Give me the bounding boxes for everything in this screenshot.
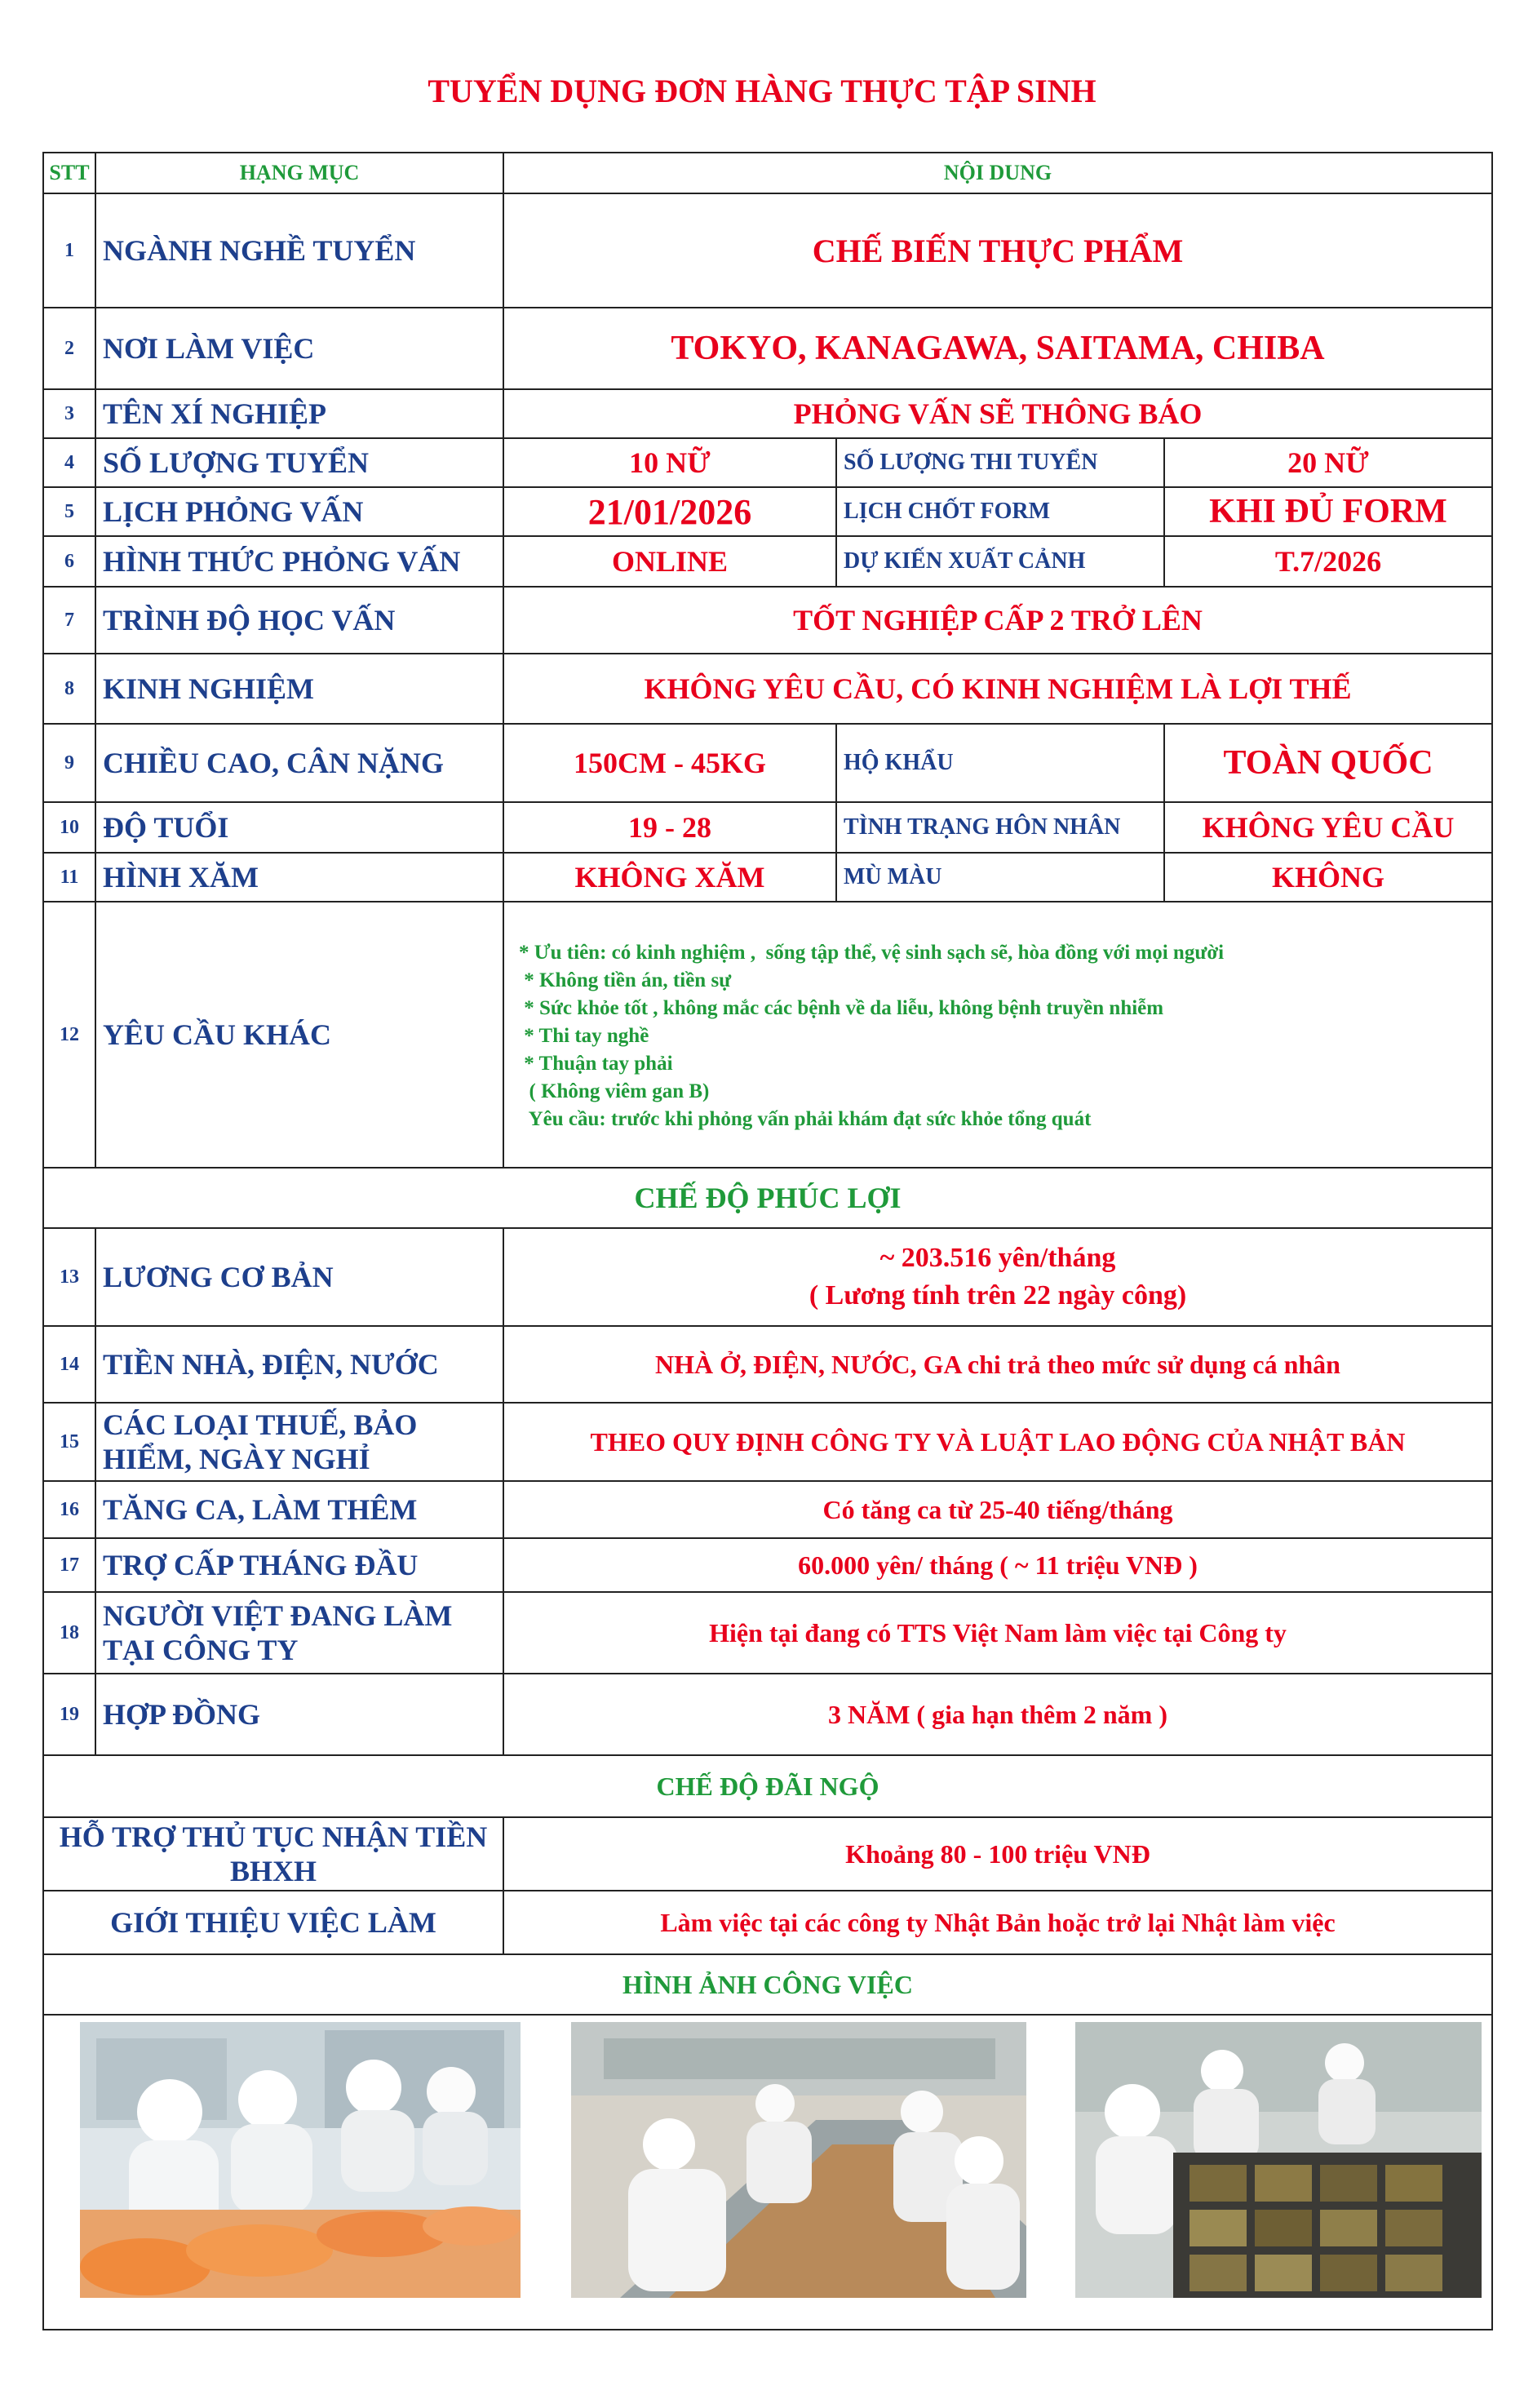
row-label-secondary: HỘ KHẨU <box>844 750 954 775</box>
row-label-line: NGƯỜI VIỆT ĐANG LÀM <box>103 1599 453 1632</box>
other-requirements-list <box>519 939 1482 1133</box>
requirement-line: Yêu cầu: trước khi phỏng vấn phải khám đạt sức khỏe tổng quát <box>519 1108 1092 1130</box>
row-number: 2 <box>64 337 74 359</box>
row-label: KINH NGHIỆM <box>103 672 315 705</box>
row-value-secondary: KHÔNG YÊU CẦU <box>1202 811 1455 844</box>
row-number: 3 <box>64 402 74 424</box>
row-label-secondary: LỊCH CHỐT FORM <box>844 499 1051 524</box>
row-label-secondary: SỐ LƯỢNG THI TUYỂN <box>844 450 1098 475</box>
requirement-line: * Sức khỏe tốt , không mắc các bệnh về da liễu, không bệnh truyền nhiễm <box>519 997 1164 1019</box>
row-label: TRÌNH ĐỘ HỌC VẤN <box>103 604 396 636</box>
row-number: 11 <box>60 866 79 888</box>
row-label: HỢP ĐỒNG <box>103 1698 261 1731</box>
row-number: 1 <box>64 239 74 261</box>
row-value: 3 NĂM ( gia hạn thêm 2 năm ) <box>828 1699 1167 1729</box>
row-value: CHẾ BIẾN THỰC PHẨM <box>812 232 1184 269</box>
requirement-line: * Ưu tiên: có kinh nghiệm , sống tập thể, vệ sinh sạch sẽ, hòa đồng với mọi người <box>519 942 1225 964</box>
section-welfare: CHẾ ĐỘ PHÚC LỢI <box>634 1182 902 1214</box>
row-number: 13 <box>60 1266 79 1288</box>
row-number: 10 <box>60 816 79 838</box>
row-number: 15 <box>60 1430 79 1452</box>
row-value <box>504 1229 1491 1325</box>
row-value: KHÔNG YÊU CẦU, CÓ KINH NGHIỆM LÀ LỢI THẾ <box>644 672 1352 705</box>
row-label: YÊU CẦU KHÁC <box>103 1018 332 1051</box>
row-value: 19 - 28 <box>628 811 711 844</box>
header-category: HẠNG MỤC <box>239 161 360 184</box>
header-content: NỘI DUNG <box>943 161 1052 184</box>
row-label: SỐ LƯỢNG TUYỂN <box>103 446 370 479</box>
benefit-value: Làm việc tại các công ty Nhật Bản hoặc trở lại Nhật làm việc <box>660 1907 1336 1937</box>
header-stt: STT <box>49 161 90 184</box>
row-label-line: CÁC LOẠI THUẾ, BẢO <box>103 1408 418 1441</box>
row-number: 8 <box>64 677 74 699</box>
row-value: KHÔNG XĂM <box>574 861 765 894</box>
row-number: 12 <box>60 1023 79 1045</box>
row-number: 9 <box>64 752 74 774</box>
row-value: 60.000 yên/ tháng ( ~ 11 triệu VNĐ ) <box>798 1550 1198 1580</box>
row-value: PHỎNG VẤN SẼ THÔNG BÁO <box>793 397 1203 430</box>
requirement-line: ( Không viêm gan B) <box>519 1080 710 1102</box>
work-photo-packing <box>80 2022 521 2298</box>
requirement-line: * Không tiền án, tiền sự <box>519 969 732 991</box>
row-number: 6 <box>64 550 74 572</box>
benefit-value: Khoảng 80 - 100 triệu VNĐ <box>845 1838 1150 1869</box>
row-number: 19 <box>60 1703 79 1725</box>
row-label: TIỀN NHÀ, ĐIỆN, NƯỚC <box>103 1348 439 1381</box>
row-value-secondary: TOÀN QUỐC <box>1223 744 1433 782</box>
row-label: NƠI LÀM VIỆC <box>103 332 315 365</box>
row-label-secondary: MÙ MÀU <box>844 864 942 889</box>
salary-note: ( Lương tính trên 22 ngày công) <box>809 1280 1187 1310</box>
row-label: TÊN XÍ NGHIỆP <box>103 397 327 430</box>
row-number: 17 <box>60 1554 79 1576</box>
row-label-line: HIỂM, NGÀY NGHỈ <box>103 1443 370 1475</box>
row-value-secondary: KHI ĐỦ FORM <box>1209 493 1447 530</box>
row-number: 18 <box>60 1621 79 1643</box>
row-label: LƯƠNG CƠ BẢN <box>103 1261 334 1293</box>
row-value: ONLINE <box>611 545 729 578</box>
row-number: 16 <box>60 1498 79 1520</box>
row-label: TĂNG CA, LÀM THÊM <box>103 1493 418 1526</box>
row-number: 4 <box>64 451 74 473</box>
row-label-secondary: TÌNH TRẠNG HÔN NHÂN <box>844 814 1121 840</box>
row-label: ĐỘ TUỔI <box>103 811 229 844</box>
row-number: 7 <box>64 609 74 631</box>
row-label: LỊCH PHỎNG VẤN <box>103 495 364 528</box>
row-number: 14 <box>60 1353 79 1375</box>
row-value: 150CM - 45KG <box>574 747 766 779</box>
row-value: Có tăng ca từ 25-40 tiếng/tháng <box>822 1494 1173 1524</box>
page-title: TUYỂN DỤNG ĐƠN HÀNG THỰC TẬP SINH <box>428 73 1096 109</box>
row-value: 21/01/2026 <box>587 491 752 532</box>
row-label: HÌNH XĂM <box>103 861 259 894</box>
work-photo-production-line <box>571 2022 1026 2298</box>
row-label-line: TẠI CÔNG TY <box>103 1634 299 1666</box>
row-value: TỐT NGHIỆP CẤP 2 TRỞ LÊN <box>793 604 1203 636</box>
benefit-label: GIỚI THIỆU VIỆC LÀM <box>110 1906 436 1939</box>
benefit-label <box>44 1818 503 1890</box>
row-value: Hiện tại đang có TTS Việt Nam làm việc tại Công ty <box>709 1617 1287 1647</box>
row-label: TRỢ CẤP THÁNG ĐẦU <box>103 1549 419 1581</box>
requirement-line: * Thuận tay phải <box>519 1053 673 1075</box>
row-label: NGÀNH NGHỀ TUYỂN <box>103 234 416 267</box>
requirement-line: * Thi tay nghề <box>519 1025 649 1047</box>
row-value: NHÀ Ở, ĐIỆN, NƯỚC, GA chi trả theo mức sử dụng cá nhân <box>655 1349 1340 1379</box>
benefit-label-line: BHXH <box>229 1855 317 1887</box>
row-label-secondary: DỰ KIẾN XUẤT CẢNH <box>844 548 1086 574</box>
row-number: 5 <box>64 500 74 522</box>
row-value: TOKYO, KANAGAWA, SAITAMA, CHIBA <box>671 330 1325 367</box>
section-benefits: CHẾ ĐỘ ĐÃI NGỘ <box>656 1771 879 1801</box>
section-photos: HÌNH ẢNH CÔNG VIỆC <box>622 1969 913 1999</box>
row-value-secondary: T.7/2026 <box>1274 545 1382 578</box>
row-label <box>96 1404 503 1480</box>
row-label <box>96 1593 503 1673</box>
row-value-secondary: 20 NỮ <box>1287 446 1369 479</box>
row-value: THEO QUY ĐỊNH CÔNG TY VÀ LUẬT LAO ĐỘNG CỦA NHẬT BẢN <box>590 1426 1406 1457</box>
salary-amount: ~ 203.516 yên/tháng <box>879 1243 1116 1273</box>
row-label: CHIỀU CAO, CÂN NẶNG <box>103 747 445 779</box>
row-label: HÌNH THỨC PHỎNG VẤN <box>103 545 461 578</box>
row-value: 10 NỮ <box>629 446 711 479</box>
row-value-secondary: KHÔNG <box>1271 861 1384 894</box>
benefit-label-line: HỖ TRỢ THỦ TỤC NHẬN TIỀN <box>59 1820 488 1853</box>
work-photo-bento-boxes <box>1075 2022 1482 2298</box>
